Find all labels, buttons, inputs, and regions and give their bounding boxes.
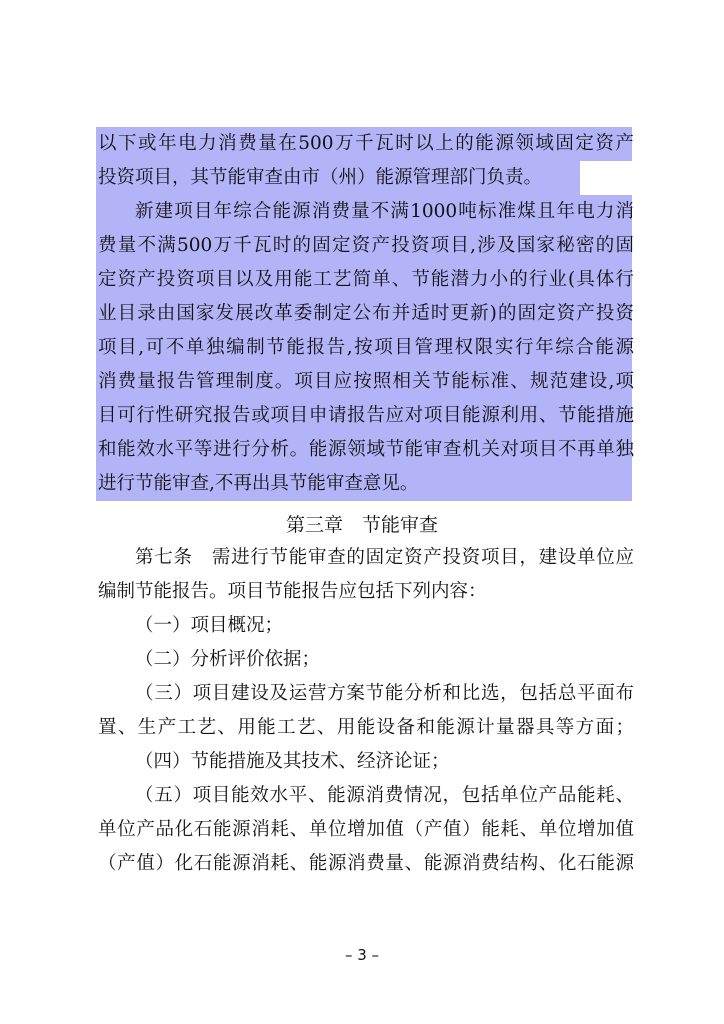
list-item: （四）节能措施及其技术、经济论证； [135, 751, 450, 772]
paragraph-line: 新建项目年综合能源消费量不满1000吨标准煤且年电力消 [135, 201, 634, 222]
paragraph-line: 项目,可不单独编制节能报告,按项目管理权限实行年综合能源 [98, 337, 634, 358]
list-item: （二）分析评价依据； [135, 649, 321, 670]
paragraph-line: 和能效水平等进行分析。能源领域节能审查机关对项目不再单独 [98, 439, 634, 460]
page-number: – 3 – [344, 946, 380, 964]
list-item: （三）项目建设及运营方案节能分析和比选，包括总平面布 [135, 683, 634, 704]
paragraph-line: 定资产投资项目以及用能工艺简单、节能潜力小的行业(具体行 [98, 269, 634, 290]
paragraph-line: 以下或年电力消费量在500万千瓦时以上的能源领域固定资产 [98, 133, 634, 154]
list-item-continued: 置、生产工艺、用能工艺、用能设备和能源计量器具等方面； [98, 717, 634, 738]
list-item-continued: （产值）化石能源消耗、能源消费量、能源消费结构、化石能源 [98, 853, 634, 874]
list-item: （一）项目概况； [135, 615, 284, 636]
paragraph-line: 费量不满500万千瓦时的固定资产投资项目,涉及国家秘密的固 [98, 235, 634, 256]
list-item: （五）项目能效水平、能源消费情况，包括单位产品能耗、 [135, 785, 634, 806]
article-line: 编制节能报告。项目节能报告应包括下列内容： [98, 581, 487, 602]
paragraph-line: 业目录由国家发展改革委制定公布并适时更新)的固定资产投资 [98, 303, 634, 324]
list-item-continued: 单位产品化石能源消耗、单位增加值（产值）能耗、单位增加值 [98, 819, 634, 840]
paragraph-line: 目可行性研究报告或项目申请报告应对项目能源利用、节能措施 [98, 405, 634, 426]
article-line: 第七条 需进行节能审查的固定资产投资项目，建设单位应 [135, 547, 634, 568]
paragraph-line: 投资项目，其节能审查由市（州）能源管理部门负责。 [98, 167, 543, 188]
paragraph-line: 进行节能审查,不再出具节能审查意见。 [98, 473, 419, 494]
paragraph-line: 消费量报告管理制度。项目应按照相关节能标准、规范建设,项 [98, 371, 634, 392]
chapter-heading: 第三章 节能审查 [285, 514, 438, 536]
